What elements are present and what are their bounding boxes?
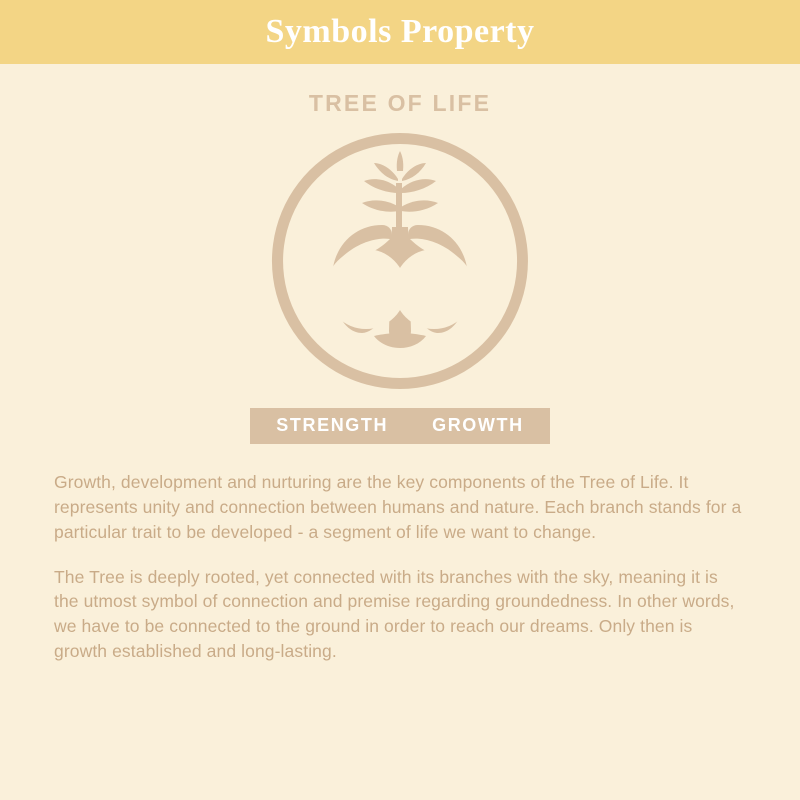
page-header: [0, 0, 800, 64]
page-title: Symbols Property: [265, 13, 535, 50]
emblem-container: [0, 131, 800, 396]
keywords-container: [0, 408, 800, 444]
tree-of-life-icon: [270, 131, 530, 396]
keyword-growth: GROWTH: [432, 415, 524, 435]
description-text: [54, 470, 746, 664]
description-paragraph-1: Growth, development and nurturing are the key components of the Tree of Life. It represents unity and connection between humans and nature. Each branch stands for a particular trait to be developed - a segment of life we want to change.: [54, 472, 742, 542]
symbol-name-heading: TREE OF LIFE: [308, 90, 492, 116]
keyword-strength: STRENGTH: [276, 415, 389, 435]
keywords-bar: [250, 408, 549, 444]
description-paragraph-2: The Tree is deeply rooted, yet connected with its branches with the sky, meaning it is the utmost symbol of connection and premise regarding groundedness. In other words, we have to be connected to the ground in order to reach our dreams. Only then is growth established and long-lasting.: [54, 566, 735, 662]
